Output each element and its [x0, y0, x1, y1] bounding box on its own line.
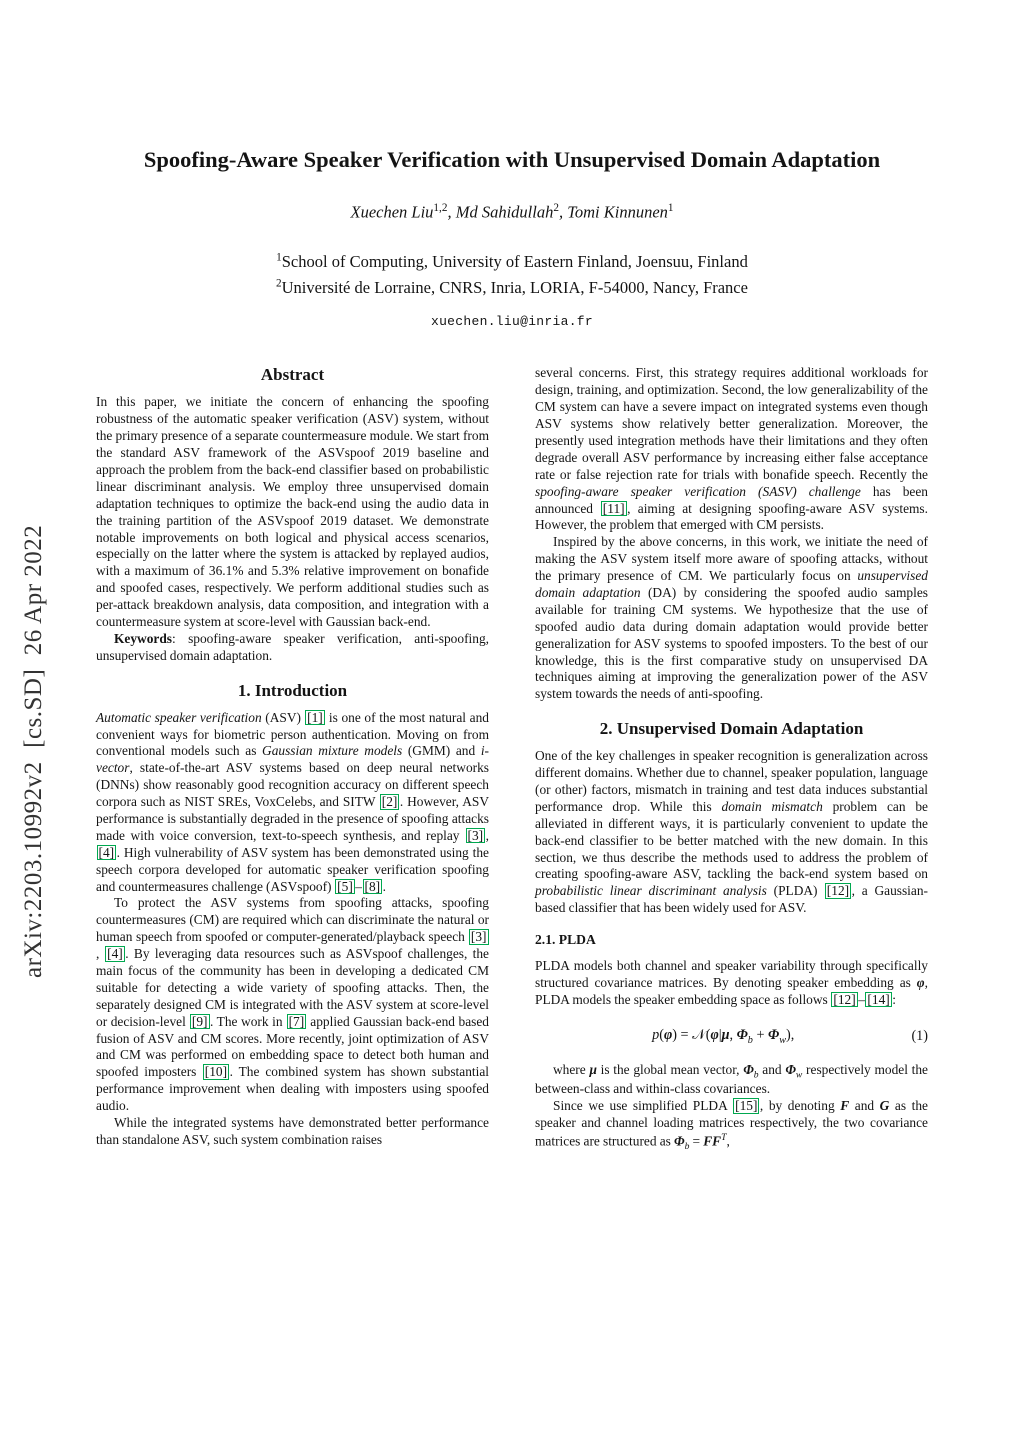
text-run: applied Gaussian back-end based fusion of ASV and CM scores. More recently, joint optimization of ASV and CM was performed on embedding space to detect both human and spoofed imposters [96, 1013, 490, 1080]
paragraph [96, 631, 489, 665]
text-run: , aiming at designing spoofing-aware ASV systems. However, the problem that emerged with CM persists. [535, 500, 928, 533]
text-run: φ [916, 975, 925, 991]
text-run: and [758, 1061, 786, 1077]
text-run: Φ [768, 1026, 780, 1043]
affiliations [96, 249, 928, 302]
text-run: ( [705, 1026, 711, 1043]
text-run: spoofing-aware speaker verification (SASV) challenge [535, 483, 861, 499]
text-run: . High vulnerability of ASV system has been demonstrated using the speech corpora developed for automatic speaker verification spoofing and countermeasures challenge (ASVspoof) [96, 844, 489, 894]
text-run: w [779, 1034, 787, 1046]
citation-link[interactable]: [3] [467, 827, 484, 843]
equation-1-number: (1) [911, 1027, 928, 1044]
text-run: problem can be alleviated in different ways, it is particularly convenient to update the back-end classifier to be better matched with the new domain. In this section, we thus describe the methods used to address the problem of creating spoofing-aware ASV, tackling the back-end system based on [535, 798, 928, 882]
paragraph [96, 394, 489, 630]
paper-content [96, 0, 928, 1153]
paragraph [535, 1098, 928, 1153]
text-run: Φ [785, 1061, 796, 1077]
text-run: | [718, 1026, 722, 1043]
text-run: several concerns. First, this strategy requires additional workloads for design, training, and optimization. Second, the low generalizability of the CM system can have a severe impact on integrated systems even though ASV systems show relatively better generalization. Moreover, the presently used integration methods have their limitations and they often degrade overall ASV performance by increasing either false acceptance rate or false rejection rate for trials with bonafide speech. Recently the [535, 365, 928, 482]
text-run: 1 [276, 251, 282, 264]
text-run: p [652, 1026, 660, 1043]
citation-link[interactable]: [4] [107, 946, 123, 962]
paragraph [535, 748, 928, 917]
text-run: , a Gaussian-based classifier that has been widely used for ASV. [535, 883, 928, 916]
text-run: Φ [736, 1026, 748, 1043]
text-run: . The combined system has shown substantial performance improvement when dealing with imposters using spoofed audio. [96, 1064, 490, 1114]
paragraph [96, 895, 489, 1115]
text-run: (GMM) and [402, 743, 481, 759]
text-run: . By leveraging data resources such as ASVspoof challenges, the main focus of the community has been in developing a dedicated CM suitable for detecting a wide variety of spoofing attacks. Then, the separately designed CM is integrated with the ASV system at score-level or decision-level [96, 946, 490, 1029]
citation-link[interactable]: [14] [867, 991, 890, 1007]
text-run: 1 [667, 202, 674, 215]
text-run: Inspired by the above concerns, in this work, we initiate the need of making the ASV system itself more aware of spoofing attacks, without the primary presence of CM. We particularly focus on [535, 534, 928, 584]
text-run: ), [786, 1026, 795, 1043]
text-run: , [729, 1026, 737, 1043]
equation-1 [535, 1027, 928, 1046]
text-run: . [382, 878, 386, 894]
text-run: Φ [743, 1061, 754, 1077]
introduction-body [96, 710, 489, 1149]
email-link[interactable]: xuechen.liu@inria.fr [430, 314, 594, 330]
two-column-body [96, 365, 928, 1153]
text-run: φ [710, 1026, 719, 1043]
subsection-2-1-heading: 2.1. PLDA [535, 932, 596, 948]
text-run: (DA) by considering the spoofed audio samples available for training CM systems. We hypothesize that the use of spoofed audio data during domain adaptation would provide better generalization for ASV systems to spoofed imposters. To the best of our knowledge, this is the first comparative study on unsupervised DA techniques aiming at improving the generalization power of the ASV system towards the needs of anti-spoofing. [535, 584, 928, 702]
text-run: While the integrated systems have demonstrated better performance than standalone ASV, such system combination raises [96, 1115, 489, 1147]
paragraph [535, 534, 928, 703]
citation-link[interactable]: [2] [381, 794, 398, 810]
text-run: w [795, 1069, 803, 1081]
introduction-continued-body [535, 365, 928, 703]
text-run: , state-of-the-art ASV systems based on deep neural networks (DNNs) show reasonably good recognition accuracy on different speech corpora such as NIST SREs, VoxCelebs, and SITW [96, 760, 489, 810]
text-run: respectively model the between-class and within-class covariances. [535, 1061, 928, 1097]
text-run: b [753, 1069, 759, 1081]
text-run: μ [589, 1061, 597, 1077]
affiliation-2 [96, 275, 928, 301]
text-run: F [840, 1098, 850, 1114]
text-run: domain mismatch [721, 798, 823, 814]
text-run: = [689, 1133, 704, 1149]
text-run: μ [721, 1026, 730, 1043]
post-equation-body [535, 1062, 928, 1154]
text-run: 2 [553, 202, 559, 215]
text-run: , Tomi Kinnunen [558, 202, 668, 222]
section-2-body [535, 748, 928, 917]
text-run: unsupervised domain adaptation [535, 568, 928, 600]
text-run: + [752, 1026, 768, 1043]
text-run: 𝒩 [692, 1026, 706, 1043]
citation-link[interactable]: [4] [98, 844, 115, 860]
authors-line [96, 202, 928, 223]
text-run: , by denoting [759, 1098, 841, 1114]
text-run: T [721, 1132, 727, 1144]
text-run: b [684, 1141, 690, 1153]
left-column [96, 365, 489, 1153]
text-run: FF [703, 1133, 722, 1149]
text-run: : [892, 991, 896, 1007]
citation-link[interactable]: [1] [307, 709, 323, 725]
text-run: , [726, 1133, 730, 1149]
text-run: . However, ASV performance is substantially degraded in the presence of spoofing attacks made with voice conversion, text-to-speech synthesis, and replay [96, 794, 489, 843]
equation-1-body [535, 1027, 911, 1046]
right-column [535, 365, 928, 1153]
affiliation-1 [96, 249, 928, 275]
arxiv-stamp: arXiv:2203.10992v2 [cs.SD] 26 Apr 2022 [20, 524, 47, 978]
citation-link[interactable]: [15] [735, 1098, 758, 1114]
text-run: , [485, 827, 489, 843]
paragraph [535, 365, 928, 534]
text-run: , [96, 946, 105, 962]
citation-link[interactable]: [8] [364, 878, 381, 894]
text-run: Université de Lorraine, CNRS, Inria, LORIA, F-54000, Nancy, France [281, 278, 748, 298]
text-run: Xuechen Liu [350, 202, 434, 222]
text-run: ) = [672, 1026, 693, 1043]
section-1-heading: 1. Introduction [237, 680, 348, 700]
text-run: Automatic speaker verification [96, 709, 262, 725]
paper-title: Spoofing-Aware Speaker Verification with Unsupervised Domain Adaptation [143, 147, 881, 172]
paragraph [96, 1115, 489, 1149]
paragraph [535, 1062, 928, 1099]
citation-link[interactable]: [9] [191, 1013, 208, 1029]
text-run: (PLDA) [766, 883, 825, 899]
text-run: – [355, 878, 362, 894]
text-run: where [553, 1061, 590, 1077]
text-run: Gaussian mixture models [262, 743, 403, 759]
text-run: and [849, 1098, 880, 1114]
abstract-body [96, 394, 489, 664]
text-run: i-vector [96, 743, 490, 776]
text-run: . The work in [210, 1013, 287, 1029]
text-run: : spoofing-aware speaker verification, anti-spoofing, unsupervised domain adaptation. [96, 630, 489, 663]
citation-link[interactable]: [11] [602, 500, 625, 516]
text-run: School of Computing, University of Eastern Finland, Joensuu, Finland [281, 251, 748, 271]
text-run: ( [659, 1026, 664, 1043]
text-run: φ [663, 1026, 673, 1043]
citation-link[interactable]: [12] [826, 883, 850, 899]
text-run: To protect the ASV systems from spoofing attacks, spoofing countermeasures (CM) are required which can discriminate the natural or human speech from spoofed or computer-generated/playback speech [96, 895, 489, 945]
paragraph [535, 958, 928, 1009]
text-run: Keywords [114, 630, 173, 646]
text-run: is one of the most natural and convenient ways for biometric person authentication. Moving on from conventional models such as [96, 709, 489, 759]
text-run: b [747, 1034, 753, 1046]
text-run: , Md Sahidullah [447, 202, 554, 222]
text-run: One of the key challenges in speaker recognition is generalization across different domains. Whether due to channel, speaker population, language (or other) factors, mismatch in training and test data induces substantial performance drop. While this [535, 748, 928, 814]
text-run: G [879, 1098, 890, 1114]
plda-body [535, 958, 928, 1009]
citation-link[interactable]: [12] [833, 991, 856, 1007]
citation-link[interactable]: [10] [204, 1064, 228, 1080]
text-run: 2 [276, 277, 282, 290]
text-run: , PLDA models the speaker embedding space as follows [535, 975, 928, 1007]
abstract-heading: Abstract [260, 365, 325, 385]
text-run: has been announced [535, 483, 928, 516]
text-run: (ASV) [261, 709, 305, 725]
paragraph [96, 710, 489, 896]
text-run: Since we use simplified PLDA [553, 1098, 733, 1114]
citation-link[interactable]: [3] [470, 929, 487, 945]
text-run: PLDA models both channel and speaker variability through specifically structured covariance matrices. By denoting speaker embedding as [535, 958, 928, 991]
text-run: 1,2 [433, 202, 448, 215]
text-run: – [858, 991, 865, 1007]
citation-link[interactable]: [7] [288, 1013, 305, 1029]
section-2-heading: 2. Unsupervised Domain Adaptation [599, 719, 864, 739]
text-run: as the speaker and channel loading matrices respectively, the two covariance matrices are structured as [535, 1098, 929, 1149]
text-run: probabilistic linear discriminant analysis [535, 883, 767, 899]
text-run: In this paper, we initiate the concern of enhancing the spoofing robustness of the automatic speaker verification (ASV) system, without the primary presence of a separate countermeasure module. We start from the standard ASV framework of the ASVspoof 2019 baseline and approach the problem from the back-end classifier based on probabilistic linear discriminant analysis. We employ three unsupervised domain adaptation techniques to optimize the back-end using the audio data in the training partition of the ASVspoof 2019 dataset. We demonstrate notable improvements on both logical and physical access scenarios, especially on the latter where the system is attacked by replayed audios, with a maximum of 36.1% and 5.3% relative improvement on bonafide and spoofed cases, respectively. We perform additional studies such as per-attack breakdown analysis, data composition, and integration with a countermeasure system at score-level with Gaussian back-end. [96, 394, 489, 629]
text-run: is the global mean vector, [596, 1061, 744, 1077]
citation-link[interactable]: [5] [337, 878, 353, 894]
text-run: Φ [674, 1133, 685, 1149]
